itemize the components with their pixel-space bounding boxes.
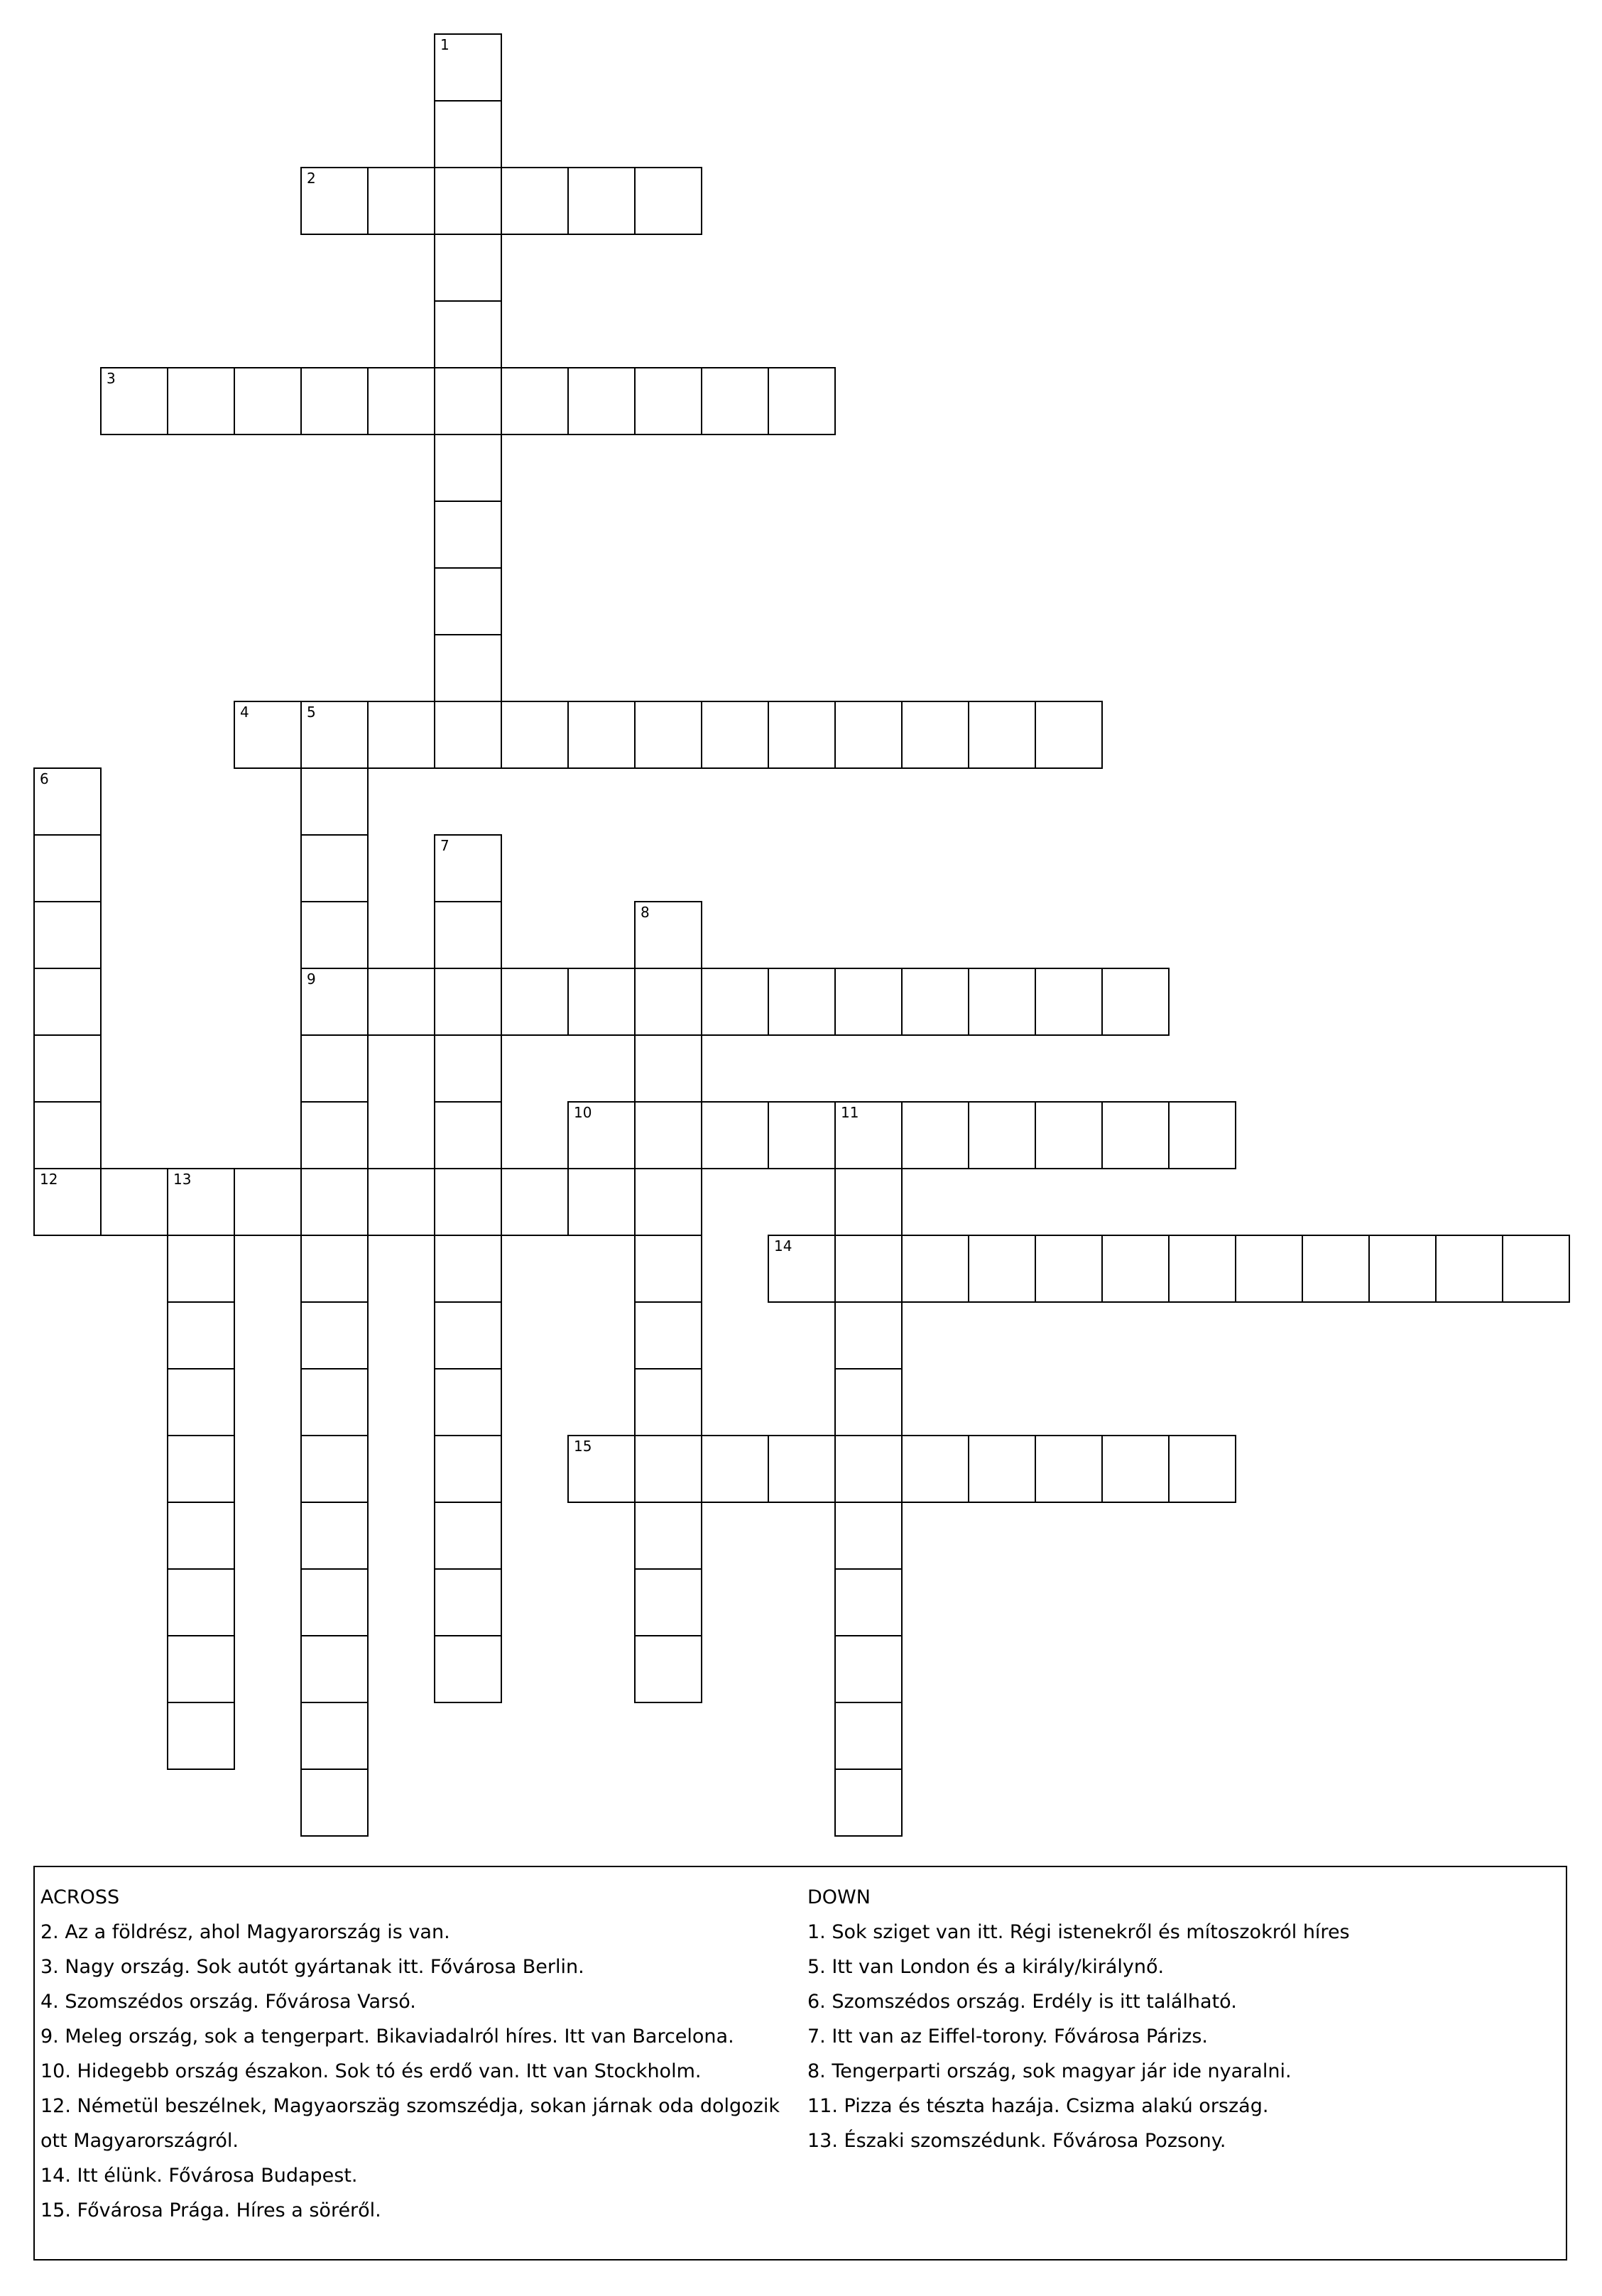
down-clue: 11. Pizza és tészta hazája. Csizma alakú ország. xyxy=(807,2095,1269,2117)
grid-cell[interactable] xyxy=(834,1568,903,1636)
grid-cell[interactable] xyxy=(901,1101,969,1169)
grid-cell[interactable] xyxy=(434,1368,502,1436)
grid-cell[interactable] xyxy=(634,1502,702,1570)
grid-cell[interactable] xyxy=(634,1301,702,1370)
grid-cell[interactable] xyxy=(834,1769,903,1837)
down-clues xyxy=(807,1880,1560,2158)
grid-cell[interactable] xyxy=(901,1235,969,1303)
grid-cell[interactable] xyxy=(701,1435,769,1503)
grid-cell[interactable] xyxy=(434,100,502,168)
across-clue: 14. Itt élünk. Fővárosa Budapest. xyxy=(40,2165,358,2187)
grid-cell[interactable] xyxy=(567,1101,636,1169)
grid-cell[interactable] xyxy=(901,1435,969,1503)
grid-cell[interactable] xyxy=(834,1502,903,1570)
grid-cell[interactable] xyxy=(167,1235,235,1303)
grid-cell[interactable] xyxy=(634,1168,702,1236)
grid-cell[interactable] xyxy=(300,901,369,969)
grid-cell[interactable] xyxy=(1035,968,1103,1036)
grid-cell[interactable] xyxy=(1101,1101,1170,1169)
grid-cell[interactable] xyxy=(1101,1235,1170,1303)
grid-cell[interactable] xyxy=(968,968,1036,1036)
grid-cell[interactable] xyxy=(634,701,702,769)
grid-cell[interactable] xyxy=(300,1368,369,1436)
clue-number: 8 xyxy=(641,904,650,921)
grid-cell[interactable] xyxy=(434,634,502,702)
grid-cell[interactable] xyxy=(33,901,102,969)
grid-cell[interactable] xyxy=(434,300,502,368)
grid-cell[interactable] xyxy=(768,1101,836,1169)
grid-cell[interactable] xyxy=(968,1235,1036,1303)
grid-cell[interactable] xyxy=(834,1702,903,1770)
grid-cell[interactable] xyxy=(634,167,702,235)
grid-cell[interactable] xyxy=(834,1168,903,1236)
across-clue: 3. Nagy ország. Sok autót gyártanak itt. Fővárosa Berlin. xyxy=(40,1956,584,1978)
grid-cell[interactable] xyxy=(834,1235,903,1303)
grid-cell[interactable] xyxy=(501,1168,569,1236)
grid-cell[interactable] xyxy=(367,167,435,235)
grid-cell[interactable] xyxy=(567,701,636,769)
grid-cell[interactable] xyxy=(434,33,502,102)
down-clue: 5. Itt van London és a király/királynő. xyxy=(807,1956,1165,1978)
grid-cell[interactable] xyxy=(901,701,969,769)
across-clues xyxy=(40,1880,793,2228)
grid-cell[interactable] xyxy=(367,367,435,435)
grid-cell[interactable] xyxy=(300,1502,369,1570)
across-clue: 9. Meleg ország, sok a tengerpart. Bikaviadalról híres. Itt van Barcelona. xyxy=(40,2026,734,2048)
across-clue: 2. Az a földrész, ahol Magyarország is van. xyxy=(40,1921,450,1943)
grid-cell[interactable] xyxy=(1035,1435,1103,1503)
grid-cell[interactable] xyxy=(901,968,969,1036)
grid-cell[interactable] xyxy=(434,501,502,569)
grid-cell[interactable] xyxy=(167,367,235,435)
grid-cell[interactable] xyxy=(300,701,369,769)
grid-cell[interactable] xyxy=(167,1368,235,1436)
clue-number: 7 xyxy=(440,837,449,854)
grid-cell[interactable] xyxy=(1035,701,1103,769)
grid-cell[interactable] xyxy=(33,834,102,902)
grid-cell[interactable] xyxy=(434,167,502,235)
grid-cell[interactable] xyxy=(33,1168,102,1236)
grid-cell[interactable] xyxy=(300,1568,369,1636)
down-clue: 6. Szomszédos ország. Erdély is itt található. xyxy=(807,1991,1237,2013)
grid-cell[interactable] xyxy=(434,1568,502,1636)
grid-cell[interactable] xyxy=(834,701,903,769)
grid-cell[interactable] xyxy=(300,767,369,836)
grid-cell[interactable] xyxy=(701,701,769,769)
grid-cell[interactable] xyxy=(501,367,569,435)
grid-cell[interactable] xyxy=(1168,1235,1236,1303)
grid-cell[interactable] xyxy=(834,1301,903,1370)
clue-number: 10 xyxy=(574,1104,592,1121)
grid-cell[interactable] xyxy=(501,701,569,769)
grid-cell[interactable] xyxy=(167,1568,235,1636)
grid-cell[interactable] xyxy=(501,968,569,1036)
grid-cell[interactable] xyxy=(1368,1235,1437,1303)
clue-number: 5 xyxy=(307,704,316,721)
grid-cell[interactable] xyxy=(768,1235,836,1303)
clue-number: 6 xyxy=(40,770,49,787)
grid-cell[interactable] xyxy=(100,1168,168,1236)
grid-cell[interactable] xyxy=(300,1101,369,1169)
grid-cell[interactable] xyxy=(300,167,369,235)
grid-cell[interactable] xyxy=(234,1168,302,1236)
grid-cell[interactable] xyxy=(367,701,435,769)
grid-cell[interactable] xyxy=(1435,1235,1503,1303)
grid-cell[interactable] xyxy=(167,1168,235,1236)
grid-cell[interactable] xyxy=(768,1435,836,1503)
grid-cell[interactable] xyxy=(634,367,702,435)
clue-number: 9 xyxy=(307,971,316,988)
grid-cell[interactable] xyxy=(33,1101,102,1169)
grid-cell[interactable] xyxy=(434,567,502,635)
grid-cell[interactable] xyxy=(968,1101,1036,1169)
grid-cell[interactable] xyxy=(1502,1235,1570,1303)
grid-cell[interactable] xyxy=(634,1235,702,1303)
grid-cell[interactable] xyxy=(634,901,702,969)
grid-cell[interactable] xyxy=(167,1301,235,1370)
grid-cell[interactable] xyxy=(434,968,502,1036)
grid-cell[interactable] xyxy=(834,1435,903,1503)
grid-cell[interactable] xyxy=(434,1435,502,1503)
grid-cell[interactable] xyxy=(434,1301,502,1370)
grid-cell[interactable] xyxy=(234,701,302,769)
down-clue: 1. Sok sziget van itt. Régi istenekről és mítoszokról híres xyxy=(807,1921,1350,1943)
down-clue: 8. Tengerparti ország, sok magyar jár ide nyaralni. xyxy=(807,2060,1292,2082)
grid-cell[interactable] xyxy=(634,1368,702,1436)
grid-cell[interactable] xyxy=(434,1635,502,1703)
grid-cell[interactable] xyxy=(434,834,502,902)
grid-cell[interactable] xyxy=(1035,1235,1103,1303)
grid-cell[interactable] xyxy=(434,701,502,769)
grid-cell[interactable] xyxy=(434,901,502,969)
down-heading: DOWN xyxy=(807,1886,871,1908)
clue-number: 1 xyxy=(440,36,449,53)
grid-cell[interactable] xyxy=(167,1435,235,1503)
grid-cell[interactable] xyxy=(1302,1235,1370,1303)
grid-cell[interactable] xyxy=(434,1168,502,1236)
grid-cell[interactable] xyxy=(634,1635,702,1703)
grid-cell[interactable] xyxy=(300,1168,369,1236)
grid-cell[interactable] xyxy=(167,1635,235,1703)
clue-number: 11 xyxy=(841,1104,859,1121)
grid-cell[interactable] xyxy=(300,968,369,1036)
grid-cell[interactable] xyxy=(834,1635,903,1703)
grid-cell[interactable] xyxy=(968,701,1036,769)
grid-cell[interactable] xyxy=(33,1034,102,1103)
grid-cell[interactable] xyxy=(634,1435,702,1503)
across-clue: 10. Hidegebb ország északon. Sok tó és erdő van. Itt van Stockholm. xyxy=(40,2060,702,2082)
grid-cell[interactable] xyxy=(1101,1435,1170,1503)
grid-cell[interactable] xyxy=(300,1702,369,1770)
grid-cell[interactable] xyxy=(567,1435,636,1503)
grid-cell[interactable] xyxy=(167,1502,235,1570)
grid-cell[interactable] xyxy=(834,1368,903,1436)
clue-number: 3 xyxy=(107,370,116,387)
grid-cell[interactable] xyxy=(434,367,502,435)
grid-cell[interactable] xyxy=(300,367,369,435)
grid-cell[interactable] xyxy=(634,1568,702,1636)
across-clue: 12. Németül beszélnek, Magyaorszäg szomszédja, sokan járnak oda dolgozik ott Magyarországról. xyxy=(40,2095,780,2152)
grid-cell[interactable] xyxy=(634,1101,702,1169)
across-heading: ACROSS xyxy=(40,1886,120,1908)
grid-cell[interactable] xyxy=(434,234,502,302)
across-clue: 4. Szomszédos ország. Fővárosa Varsó. xyxy=(40,1991,416,2013)
grid-cell[interactable] xyxy=(300,1769,369,1837)
grid-cell[interactable] xyxy=(567,1168,636,1236)
grid-cell[interactable] xyxy=(567,968,636,1036)
grid-cell[interactable] xyxy=(634,968,702,1036)
down-clue: 13. Északi szomszédunk. Fővárosa Pozsony. xyxy=(807,2130,1226,2152)
clue-number: 4 xyxy=(240,704,249,721)
clue-number: 13 xyxy=(173,1171,192,1188)
grid-cell[interactable] xyxy=(367,1168,435,1236)
grid-cell[interactable] xyxy=(768,968,836,1036)
grid-cell[interactable] xyxy=(367,968,435,1036)
grid-cell[interactable] xyxy=(33,968,102,1036)
grid-cell[interactable] xyxy=(434,1502,502,1570)
grid-cell[interactable] xyxy=(634,1034,702,1103)
grid-cell[interactable] xyxy=(768,701,836,769)
grid-cell[interactable] xyxy=(434,1235,502,1303)
grid-cell[interactable] xyxy=(434,434,502,502)
grid-cell[interactable] xyxy=(701,968,769,1036)
grid-cell[interactable] xyxy=(701,1101,769,1169)
clues-box xyxy=(33,1866,1567,2261)
grid-cell[interactable] xyxy=(1035,1101,1103,1169)
grid-cell[interactable] xyxy=(1101,968,1170,1036)
down-clue: 7. Itt van az Eiffel-torony. Fővárosa Párizs. xyxy=(807,2026,1209,2048)
grid-cell[interactable] xyxy=(567,167,636,235)
clue-number: 12 xyxy=(40,1171,58,1188)
grid-cell[interactable] xyxy=(300,1034,369,1103)
grid-cell[interactable] xyxy=(300,1435,369,1503)
grid-cell[interactable] xyxy=(768,367,836,435)
grid-cell[interactable] xyxy=(567,367,636,435)
grid-cell[interactable] xyxy=(701,367,769,435)
grid-cell[interactable] xyxy=(1168,1435,1236,1503)
grid-cell[interactable] xyxy=(300,1635,369,1703)
across-clue: 15. Fővárosa Prága. Híres a söréről. xyxy=(40,2199,381,2221)
grid-cell[interactable] xyxy=(834,1101,903,1169)
clue-number: 15 xyxy=(574,1438,592,1455)
clue-number: 2 xyxy=(307,170,316,187)
grid-cell[interactable] xyxy=(1168,1101,1236,1169)
grid-cell[interactable] xyxy=(1235,1235,1303,1303)
grid-cell[interactable] xyxy=(33,767,102,836)
grid-cell[interactable] xyxy=(167,1702,235,1770)
grid-cell[interactable] xyxy=(834,968,903,1036)
grid-cell[interactable] xyxy=(968,1435,1036,1503)
grid-cell[interactable] xyxy=(300,834,369,902)
grid-cell[interactable] xyxy=(300,1301,369,1370)
grid-cell[interactable] xyxy=(234,367,302,435)
grid-cell[interactable] xyxy=(100,367,168,435)
clue-number: 14 xyxy=(774,1237,792,1254)
grid-cell[interactable] xyxy=(434,1034,502,1103)
grid-cell[interactable] xyxy=(300,1235,369,1303)
grid-cell[interactable] xyxy=(501,167,569,235)
grid-cell[interactable] xyxy=(434,1101,502,1169)
